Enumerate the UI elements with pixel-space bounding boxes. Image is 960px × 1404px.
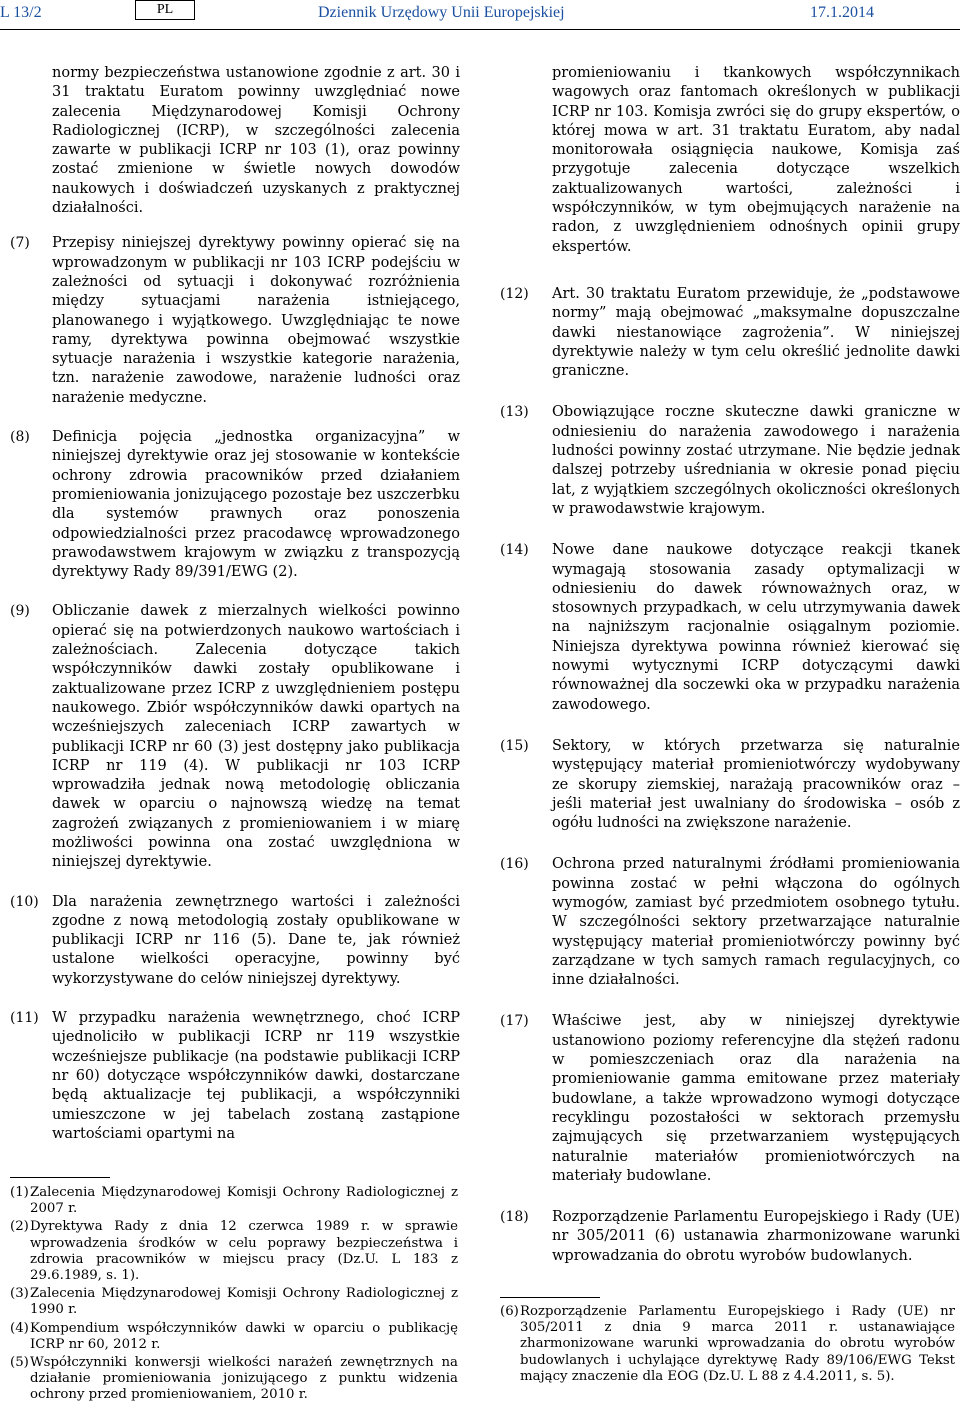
right-footnote-rule	[500, 1297, 600, 1298]
left-column	[10, 64, 460, 1144]
recital-text: Rozporządzenie Parlamentu Europejskiego i Rady (UE) nr 305/2011 (6) ustanawia zharmonizowane warunki wprowadzania do obrotu wyrobów budowlanych.	[552, 1209, 960, 1264]
header-rule	[0, 29, 960, 30]
recital-14	[500, 541, 960, 715]
left-footnote-rule	[10, 1177, 110, 1178]
recital-text: Właściwe jest, aby w niniejszej dyrektywie ustanowiono poziomy referencyjne dla stężeń radonu w pomieszczeniach oraz dla narażenia na promieniowanie gamma emitowane przez materiały budowlane, a także wprowadzono wymogi dotyczące recyklingu pozostałości w sektorach przemysłu zajmujących się przetwarzaniem występujących naturalnie materiałów promieniotwórczych na materiały budowlane.	[552, 1013, 960, 1184]
recital-text: Dla narażenia zewnętrznego wartości i zależności zgodne z nową metodologią zostały opublikowane w publikacji ICRP nr 116 (5). Dane te, jak również ustalone wielkości operacyjne, powinny być wykorzystywane do celów niniejszej dyrektywy.	[52, 893, 460, 987]
recital-number: (9)	[10, 603, 30, 620]
recital-9	[10, 602, 460, 872]
recital-18	[500, 1208, 960, 1266]
footnote-2: (2) Dyrektywa Rady z dnia 12 czerwca 1989 r. w sprawie wprowadzenia środków w celu poprawy bezpieczeństwa i zdrowia pracowników w miejscu pracy (Dz.U. L 183 z 29.6.1989, s. 1).	[10, 1219, 458, 1284]
right-footnotes	[500, 1304, 955, 1385]
recital-number: (14)	[500, 542, 529, 559]
footnote-6: (6) Rozporządzenie Parlamentu Europejskiego i Rady (UE) nr 305/2011 z dnia 9 marca 2011 r. ustanawiające zharmonizowane warunki wprowadzania do obrotu wyrobów budowlanych i uchylające dyrektywę Rady 89/106/EWG Tekst mający znaczenie dla EOG (Dz.U. L 88 z 4.4.2011, s. 5).	[500, 1304, 955, 1384]
recital-number: (17)	[500, 1013, 529, 1030]
recital-16	[500, 855, 960, 990]
recital-number: (12)	[500, 285, 529, 302]
recital-number: (13)	[500, 404, 529, 421]
left-footnotes	[10, 1185, 458, 1404]
recital-number: (10)	[10, 893, 39, 910]
recital-number: (16)	[500, 856, 529, 873]
publication-date: 17.1.2014	[810, 4, 874, 21]
recital-number: (15)	[500, 737, 529, 754]
recital-number: (8)	[10, 429, 30, 446]
recital-12	[500, 285, 960, 381]
recital-text: Obowiązujące roczne skuteczne dawki graniczne w odniesieniu do narażenia zawodowego i narażenia ludności powinny zostać utrzymane. Nie będzie jednak dalszej potrzeby uśredniania w okresie ponad pięciu lat, z wyjątkiem szczególnych okoliczności określonych w prawodawstwie krajowym.	[552, 404, 960, 517]
journal-reference: L 13/2	[0, 4, 42, 21]
recital-15	[500, 737, 960, 833]
recital-text: Sektory, w których przetwarza się naturalnie występujący materiał promieniotwórczy wydobywany ze skorupy ziemskiej, narażają pracowników oraz – jeśli materiał jest uwalniany do środowiska – osób z ogółu ludności na zwiększone narażenie.	[552, 737, 960, 832]
right-continuation-text: promieniowaniu i tkankowych współczynnikach wagowych oraz fantomach określonych w publikacji ICRP nr 103. Komisja zwróci się do grupy ekspertów, o której mowa w art. 31 traktatu Euratom, aby nadal monitorowała osiągnięcia naukowe, Komisja zaś przygotuje zalecenia dotyczące wszelkich zaktualizowanych wartości, zależności i współczynników, w tym obejmujących narażenie na radon, z uwzględnieniem odnośnych opinii grupy ekspertów.	[552, 65, 960, 255]
recital-13	[500, 403, 960, 519]
page-header	[0, 0, 960, 38]
footnote-3: (3) Zalecenia Międzynarodowej Komisji Ochrony Radiologicznej z 1990 r.	[10, 1286, 458, 1318]
recital-11	[10, 1009, 460, 1144]
journal-title: Dziennik Urzędowy Unii Europejskiej	[318, 4, 565, 21]
language-badge: PL	[135, 0, 195, 20]
recital-7	[10, 234, 460, 408]
recital-text: W przypadku narażenia wewnętrznego, choć ICRP ujednoliciło w publikacji ICRP nr 119 wszystkie wcześniejsze publikacje (na podstawie publikacji ICRP nr 60) dotyczące współczynników dawki, dostarczane będą aktualizacje tej publikacji, a współczynniki umieszczone w jej tabelach zostaną zastąpione wartościami opartymi na	[52, 1010, 460, 1142]
footnote-5: (5) Współczynniki konwersji wielkości narażeń zewnętrznych na działanie promieniowania jonizującego z punktu widzenia ochrony przed promieniowaniem, 2010 r.	[10, 1355, 458, 1403]
recital-17	[500, 1012, 960, 1186]
recital-10	[10, 893, 460, 989]
right-column	[500, 64, 960, 1266]
footnote-1: (1) Zalecenia Międzynarodowej Komisji Ochrony Radiologicznej z 2007 r.	[10, 1185, 458, 1217]
left-continuation-text: normy bezpieczeństwa ustanowione zgodnie z art. 30 i 31 traktatu Euratom powinny uwzględniać nowe zalecenia Międzynarodowej Komisji Ochrony Radiologicznej (ICRP), w szczególności zalecenia zawarte w publikacji ICRP nr 103 (1), oraz powinny zostać zmienione w świetle nowych dowodów naukowych i doświadczeń uzyskanych z praktycznej działalności.	[52, 65, 460, 217]
recital-number: (18)	[500, 1209, 529, 1226]
footnote-4: (4) Kompendium współczynników dawki w oparciu o publikację ICRP nr 60, 2012 r.	[10, 1320, 458, 1352]
recital-text: Przepisy niniejszej dyrektywy powinny opierać się na wprowadzonym w publikacji nr 103 ICRP podejściu w zależności od sytuacji i dokonywać rozróżnienia między sytuacjami narażenia istniejącego, planowanego i wyjątkowego. Uwzględniając te nowe ramy, dyrektywa powinna obejmować wszystkie sytuacje narażenia i wszystkie kategorie narażenia, tzn. narażenie zawodowe, narażenie ludności oraz narażenie medyczne.	[52, 235, 460, 406]
recital-text: Obliczanie dawek z mierzalnych wielkości powinno opierać się na potwierdzonych naukowo wartościach i zależnościach. Zalecenia dotyczące takich współczynników dawki zostały opublikowane i zaktualizowane przez ICRP z uwzględnieniem postępu naukowego. Zbiór współczynników dawki opartych na wcześniejszych zaleceniach ICRP zawartych w publikacji ICRP nr 60 (3) jest dostępny jako publikacja ICRP nr 119 (4). W publikacji nr 103 ICRP wprowadziła jednak nową metodologię obliczania dawek w oparciu o najnowszą wiedzę na temat zagrożeń związanych z promieniowaniem i w miarę możliwości powinna ona zostać uwzględniona w niniejszej dyrektywie.	[52, 603, 460, 871]
recital-number: (7)	[10, 235, 30, 252]
recital-number: (11)	[10, 1010, 39, 1027]
recital-text: Definicja pojęcia „jednostka organizacyjna” w niniejszej dyrektywie oraz jej stosowanie w kontekście ochrony zdrowia pracowników przed działaniem promieniowania jonizującego pozostaje bez uszczerbku dla systemów prawnych oraz ponoszenia odpowiedzialności przez pracodawcę wprowadzonego prawodawstwem krajowym w związku z transpozycją dyrektywy Rady 89/391/EWG (2).	[52, 429, 460, 581]
recital-8	[10, 428, 460, 582]
recital-text: Nowe dane naukowe dotyczące reakcji tkanek wymagają stosowania zasady optymalizacji w odniesieniu do dawek równoważnych oraz, w stosownych przypadkach, w celu utrzymywania dawek na najniższym racjonalnie osiągalnym poziomie. Niniejsza dyrektywa powinna również kierować się nowymi wytycznymi ICRP dotyczącymi dawki równoważnej dla soczewki oka w przypadku narażenia zawodowego.	[552, 542, 960, 713]
recital-text: Ochrona przed naturalnymi źródłami promieniowania powinna zostać w pełni włączona do ogólnych wymogów, zamiast być przedmiotem osobnego tytułu. W szczególności sektory przetwarzające naturalnie występujący materiał promieniotwórczy powinny być zarządzane w tych samych ramach regulacyjnych, co inne działalności.	[552, 856, 960, 989]
recital-text: Art. 30 traktatu Euratom przewiduje, że „podstawowe normy” mają obejmować „maksymalne dopuszczalne dawki niestanowiące zagrożenia”. W niniejszej dyrektywie należy w tym celu określić jednolite dawki graniczne.	[552, 285, 960, 380]
